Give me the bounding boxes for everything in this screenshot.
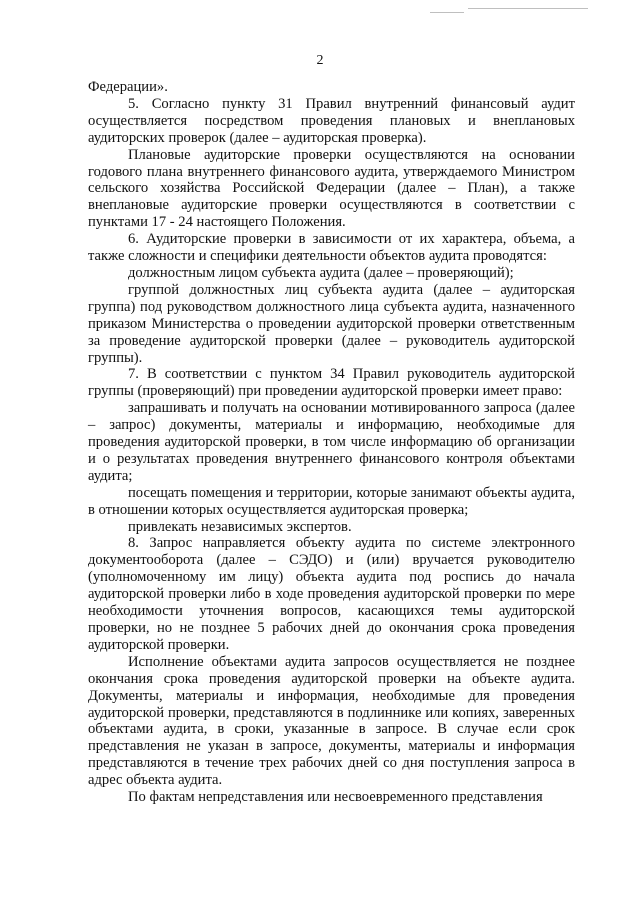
paragraph: 6. Аудиторские проверки в зависимости от их характера, объема, а также сложности и специфики деятельности объектов аудита проводятся: xyxy=(88,231,575,265)
paragraph: Исполнение объектами аудита запросов осуществляется не позднее окончания срока проведения аудиторской проверки на объекте аудита. Документы, материалы и информация, необходимые для проведения аудиторской проверки, представляются в подлиннике или копиях, заверенных объектами аудита, в сроки, указанные в запросе. В случае если срок представления не указан в запросе, документы, материалы и информация представляются в течение трех рабочих дней со дня поступления запроса в адрес объекта аудита. xyxy=(88,653,575,789)
scan-artifact xyxy=(468,8,588,9)
paragraph: 5. Согласно пункту 31 Правил внутренний финансовый аудит осуществляется посредством проведения плановых и внеплановых аудиторских проверок (далее – аудиторская проверка). xyxy=(88,95,575,146)
paragraph: посещать помещения и территории, которые занимают объекты аудита, в отношении которых осуществляется аудиторская проверка; xyxy=(88,484,575,518)
paragraph: 8. Запрос направляется объекту аудита по системе электронного документооборота (далее – СЭДО) и (или) вручается руководителю (уполномоченному им лицу) объекта аудита под роспись до начала аудиторской проверки либо в ходе проведения аудиторской проверки по мере необходимости уточнения вопросов, касающихся темы аудиторской проверки, но не позднее 5 рабочих дней до окончания срока проведения аудиторской проверки. xyxy=(88,535,575,653)
paragraph: должностным лицом субъекта аудита (далее – проверяющий); xyxy=(128,264,514,281)
document-body xyxy=(88,79,575,806)
paragraph: привлекать независимых экспертов. xyxy=(128,518,352,535)
page-number: 2 xyxy=(316,53,324,68)
paragraph: По фактам непредставления или несвоевременного представления xyxy=(128,789,543,806)
paragraph: 7. В соответствии с пунктом 34 Правил руководитель аудиторской группы (проверяющий) при проведении аудиторской проверки имеет право: xyxy=(88,366,575,400)
scan-artifact xyxy=(430,12,464,13)
paragraph: группой должностных лиц субъекта аудита (далее – аудиторская группа) под руководством должностного лица субъекта аудита, назначенного приказом Министерства о проведении аудиторской проверки ответственным за проведение аудиторской проверки (далее – руководитель аудиторской группы). xyxy=(88,281,575,366)
paragraph: Плановые аудиторские проверки осуществляются на основании годового плана внутреннего финансового аудита, утверждаемого Министром сельского хозяйства Российской Федерации (далее – План), а также внеплановые аудиторские проверки осуществляются в соответствии с пунктами 17 - 24 настоящего Положения. xyxy=(88,146,575,231)
paragraph: запрашивать и получать на основании мотивированного запроса (далее – запрос) документы, материалы и информацию, необходимые для проведения аудиторской проверки, в том числе информацию об организации и о результатах проведения внутреннего финансового контроля объектами аудита; xyxy=(88,400,575,484)
paragraph: Федерации». xyxy=(88,79,168,95)
